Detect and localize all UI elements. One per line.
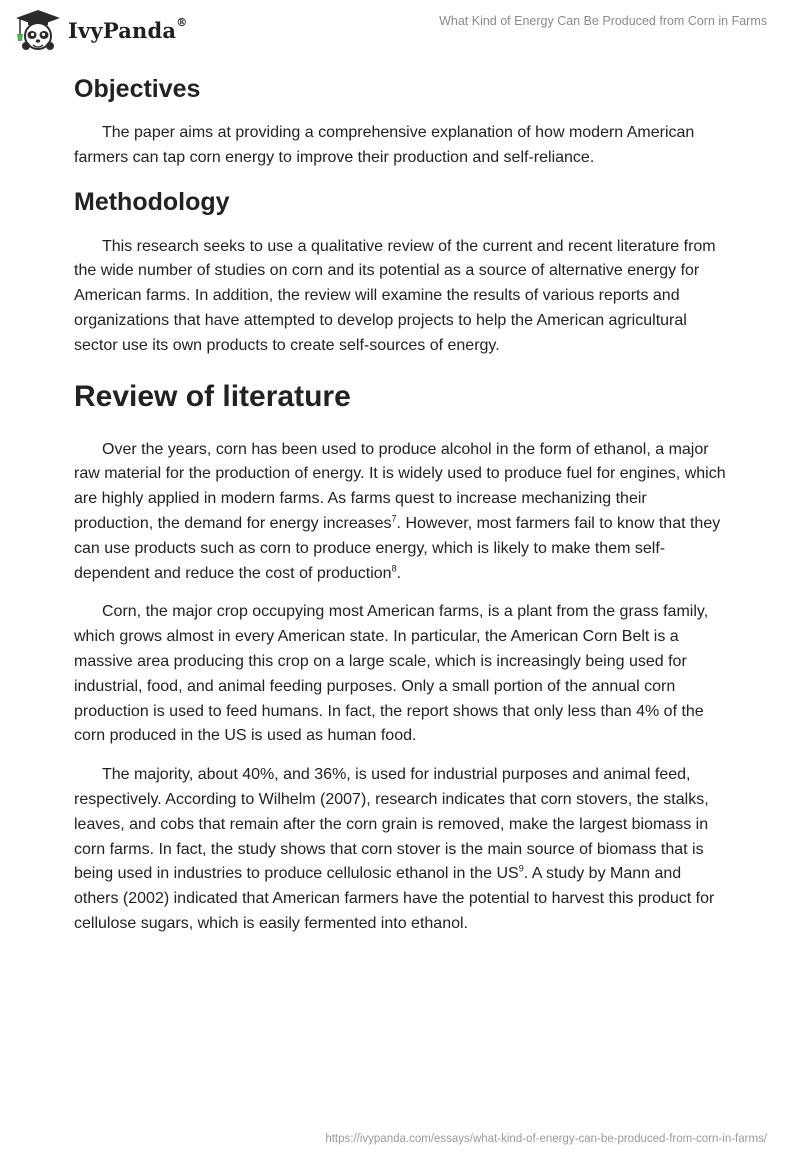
panda-graduate-icon (14, 8, 62, 52)
brand-name: IvyPanda® (68, 15, 188, 43)
document-title: What Kind of Energy Can Be Produced from Corn in Farms (439, 14, 767, 28)
methodology-paragraph: This research seeks to use a qualitative review of the current and recent literature from the wide number of studies on corn and its potential as a source of alternative energy for American farms. In addition, the review will examine the results of various reports and organizations that have attempted to develop projects to help the American agricultural sector use its own products to create self-sources of energy. (74, 237, 716, 354)
objectives-heading: Objectives (74, 75, 201, 103)
review-paragraph-1: Over the years, corn has been used to produce alcohol in the form of ethanol, a major raw material for the production of energy. It is widely used to produce fuel for engines, which are highly applied in modern farms. As farms quest to increase mechanizing their production, the demand for energy increases$^7$. However, most farmers fail to know that they can use products such as corn to produce energy, which is likely to make them self-dependent and reduce the cost of production$^8$. (74, 440, 726, 582)
review-heading: Review of literature (74, 379, 351, 413)
objectives-paragraph: The paper aims at providing a comprehensive explanation of how modern American farmers can tap corn energy to improve their production and self-reliance. (74, 124, 695, 166)
footnote-ref: 7 (391, 513, 397, 524)
article-body (74, 70, 726, 937)
logo[interactable] (14, 8, 187, 52)
review-paragraph-3: The majority, about 40%, and 36%, is used for industrial purposes and animal feed, respectively. According to Wilhelm (2007), research indicates that corn stovers, the stalks, leaves, and cobs that remain after the corn grain is removed, make the largest biomass in corn farms. In fact, the study shows that corn stover is the main source of biomass that is being used in industries to produce cellulosic ethanol in the $US^9$. A study by Mann and others (2002) indicated that American farmers have the potential to harvest this product for cellulose sugars, which is easily fermented into ethanol. (74, 766, 715, 932)
source-url[interactable]: https://ivypanda.com/essays/what-kind-of-energy-can-be-produced-from-corn-in-farms/ (325, 1133, 767, 1145)
footnote-ref: 8 (391, 563, 397, 574)
page-header (0, 0, 800, 70)
footnote-ref: 9 (518, 864, 524, 874)
methodology-heading: Methodology (74, 187, 230, 216)
review-paragraph-2: Corn, the major crop occupying most American farms, is a plant from the grass family, which grows almost in every American state. In particular, the American Corn Belt is a massive area producing this crop on a large scale, which is increasingly being used for industrial, food, and animal feeding purposes. Only a small portion of the annual corn production is used to feed humans. In fact, the report shows that only less than 4% of the corn produced in the US is used as human food. (74, 603, 709, 745)
